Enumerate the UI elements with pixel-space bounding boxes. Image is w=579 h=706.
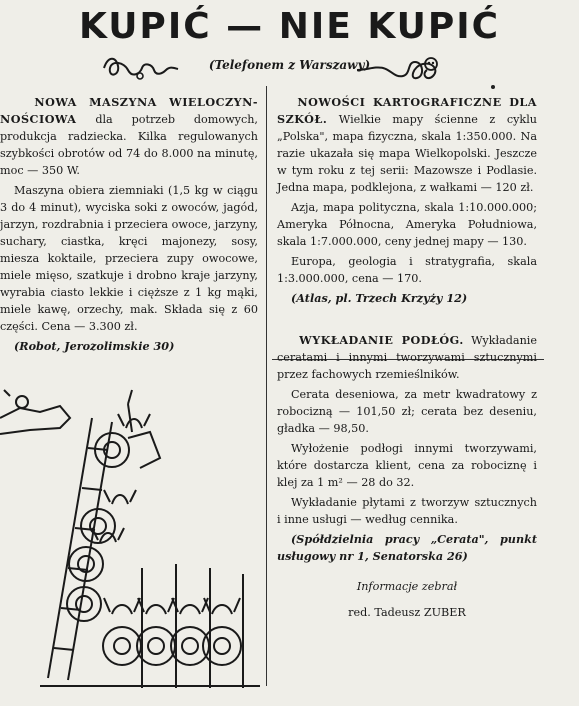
article-paragraph: Cerata deseniowa, za metr kwadratowy z robocizną — 101,50 zł; cerata bez deseniu, gładka — 98,50. bbox=[277, 388, 537, 435]
article-paragraph: Wykładanie płytami z tworzyw sztucznych i inne usługi — według cennika. bbox=[277, 496, 537, 526]
article-text: Wykładanie ceratami i innymi tworzywami sztucznymi przez fachowych rzemieślników. bbox=[277, 334, 538, 381]
column-divider bbox=[266, 86, 267, 686]
article-heading: NOWOŚCI KARTOGRAFICZNE DLA SZKÓŁ. bbox=[277, 95, 537, 126]
article-paragraph: Wyłożenie podłogi innymi tworzywami, które dostarcza klient, cena za robociznę i klej za 1 m² — 28 do 32. bbox=[277, 442, 537, 489]
warriors-with-shields-illustration bbox=[0, 388, 262, 692]
page-title: KUPIĆ — NIE KUPIĆ bbox=[78, 6, 501, 47]
footer-editor: red. Tadeusz ZUBER bbox=[348, 606, 466, 619]
subtitle: (Telefonem z Warszawy) bbox=[208, 58, 371, 72]
article-heading: WYKŁADANIE PODŁÓG. bbox=[299, 333, 464, 347]
right-column bbox=[277, 94, 537, 624]
article-paragraph: Azja, mapa polityczna, skala 1:10.000.000; Ameryka Północna, Ameryka Południowa, skala 1:7.000.000, ceny jednej mapy — 130. bbox=[277, 201, 537, 248]
subtitle-row bbox=[0, 52, 579, 86]
decorative-dot bbox=[491, 85, 495, 89]
article-paragraph bbox=[277, 94, 537, 196]
left-column bbox=[0, 94, 258, 358]
article-paragraph bbox=[0, 94, 258, 179]
ornament-flourish-icon bbox=[355, 52, 445, 86]
article-text: dla potrzeb domowych, produkcja radziecka. Kilka regulowanych szybkości obrotów od 74 do 8.000 na minutę, moc — 350 W. bbox=[0, 113, 258, 177]
article-source: (Spółdzielnia pracy „Cerata", punkt usługowy nr 1, Senatorska 26) bbox=[277, 532, 537, 563]
article-paragraph bbox=[277, 332, 537, 383]
article-heading: NOWA MASZYNA WIELOCZYN-NOŚCIOWA bbox=[0, 95, 259, 126]
article-source: (Robot, Jerozolimskie 30) bbox=[14, 339, 175, 353]
article-source: (Atlas, pl. Trzech Krzyży 12) bbox=[291, 291, 468, 305]
article-text: Wielkie mapy ścienne z cyklu „Polska", mapa fizyczna, skala 1:350.000. Na razie ukazała się mapa Wielkopolski. Jeszcze w tym roku z tej serii: Mazowsze i Podlasie. Jedna mapa, podklejona, z wałkami — 120 zł. bbox=[277, 113, 537, 194]
article-paragraph: Europa, geologia i stratygrafia, skala 1:3.000.000, cena — 170. bbox=[277, 255, 537, 285]
article-paragraph: Maszyna obiera ziemniaki (1,5 kg w ciągu 3 do 4 minut), wyciska soki z owoców, jagód, jarzyn, rozdrabnia i przeciera owoce, jarzyny, suchary, ciastka, kręci majonezy, sosy, miesza koktaile, przeciera zupy owocowe, miele mięso, szatkuje i drobno kraje jarzyny, wyrabia ciasto lekkie i cięższe z 1 kg mąki, miele kawę, orzechy, mak. Składa się z 60 części. Cena — 3.300 zł. bbox=[0, 184, 258, 333]
footer-collected: Informacje zebrał bbox=[356, 580, 458, 593]
